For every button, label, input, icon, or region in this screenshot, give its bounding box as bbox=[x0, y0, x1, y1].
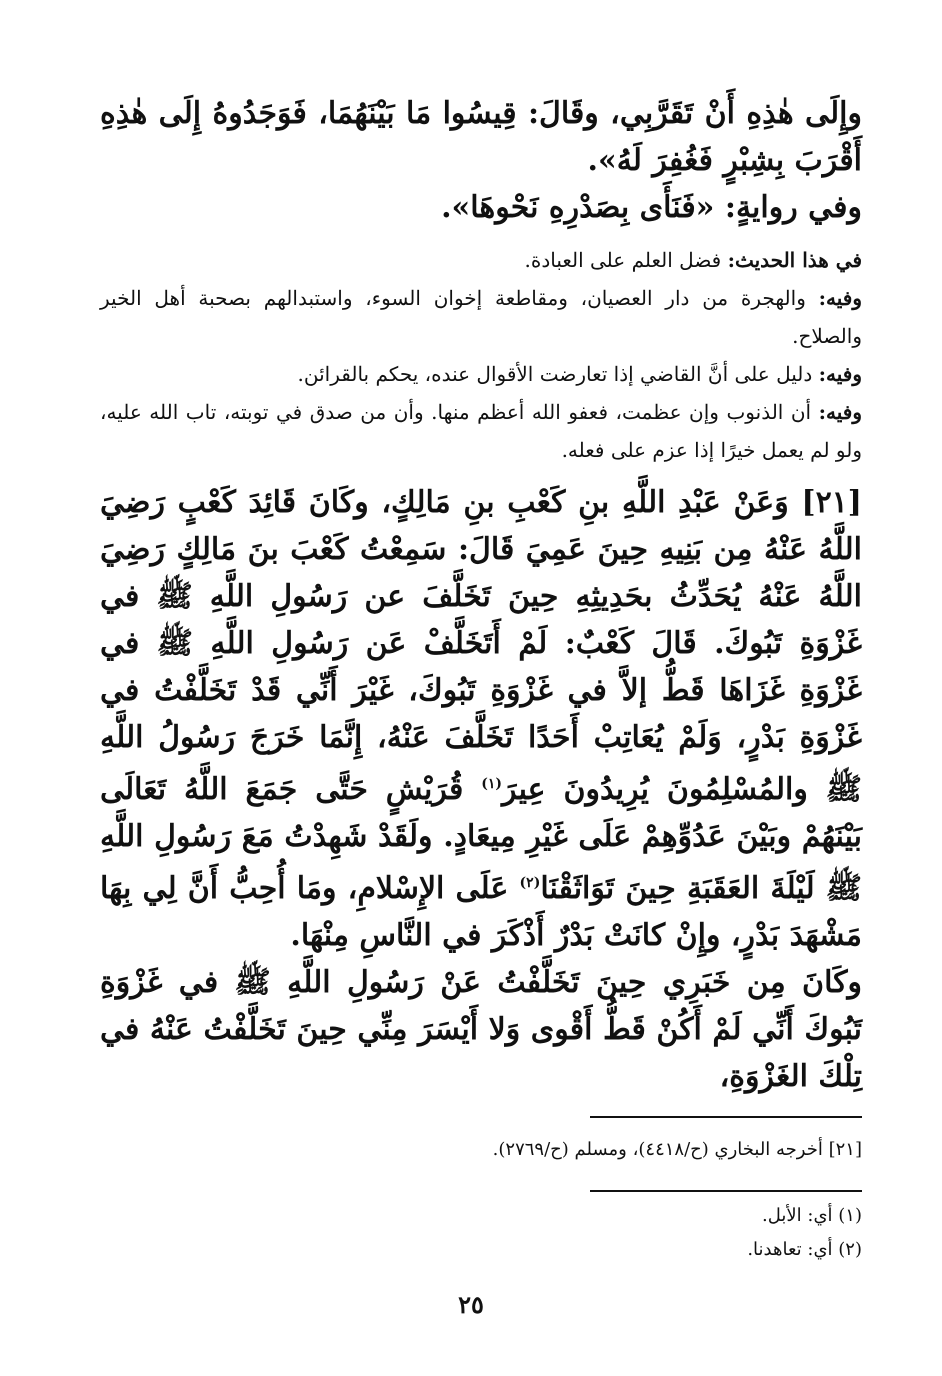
note-2 bbox=[100, 279, 862, 355]
takhrij-note: [٢١] أخرجه البخاري (ح/٤٤١٨)، ومسلم (ح/٢٧٦٩). bbox=[492, 1139, 862, 1160]
note-1-lead: في هذا الحديث: bbox=[727, 248, 862, 272]
note-1-text: فضل العلم على العبادة. bbox=[524, 248, 722, 272]
note-4 bbox=[100, 393, 862, 469]
note-2-text: والهجرة من دار العصيان، ومقاطعة إخوان السوء، واستبدالهم بصحبة أهل الخير والصلاح. bbox=[100, 286, 862, 348]
note-3-lead: وفيه: bbox=[818, 362, 862, 386]
continuation-paragraph: وكَانَ مِن خَبَرِي حِينَ تَخَلَّفْتُ عَنْ رَسُولِ اللَّهِ ﷺ في غَزْوَةِ تَبُوكَ أَنِّي لَمْ أَكُنْ قَطُّ أَقْوى وَلا أَيْسَرَ مِنِّي حِينَ تَخَلَّفْتُ عَنْهُ في تِلْكَ الغَزْوَةِ، bbox=[100, 965, 862, 1094]
note-3 bbox=[100, 355, 862, 393]
footnote-divider bbox=[590, 1116, 862, 1118]
note-4-text: أن الذنوب وإن عظمت، فعفو الله أعظم منها. وأن من صدق في توبته، تاب الله عليه، ولو لم يعمل خيرًا إذا عزم على فعله. bbox=[100, 400, 862, 462]
spacer bbox=[100, 231, 862, 241]
hadith-21-text-part2: قُرَيْشٍ حَتَّى جَمَعَ اللَّهُ تَعَالَى بَيْنَهُمْ وبَيْنَ عَدُوِّهِمْ عَلَى غَيْرِ مِيعَادٍ. ولَقَدْ شَهِدْتُ مَعَ رَسُولِ اللَّهِ ﷺ لَيْلَةَ العَقَبَةِ حِينَ تَوَاثَقْنَا bbox=[100, 772, 862, 906]
footnote-divider bbox=[590, 1190, 862, 1192]
note-1 bbox=[100, 241, 862, 279]
note-4-lead: وفيه: bbox=[818, 400, 863, 424]
hadith-ending-paragraph: وإِلَى هٰذِهِ أَنْ تَقَرَّبِي، وقَالَ: قِيسُوا مَا بَيْنَهُمَا، فَوَجَدُوهُ إِلَى هٰذِهِ أَقْرَبَ بِشِبْرٍ فَغُفِرَ لَهُ». bbox=[100, 96, 862, 178]
spacer bbox=[100, 469, 862, 479]
riwaya-line bbox=[100, 184, 862, 231]
footnote-2: (٢) أي: تعاهدنا. bbox=[747, 1239, 862, 1260]
page-number: ٢٥ bbox=[458, 1290, 484, 1319]
note-3-text: دليل على أنَّ القاضي إذا تعارضت الأقوال عنده، يحكم بالقرائن. bbox=[297, 362, 813, 386]
footnote-ref-2: (٢) bbox=[519, 875, 541, 891]
note-2-lead: وفيه: bbox=[818, 286, 863, 310]
footnote-ref-1: (١) bbox=[481, 776, 503, 792]
riwaya-lead: وفي روايةٍ: bbox=[724, 190, 862, 225]
page-body bbox=[100, 90, 862, 1100]
footnote-1: (١) أي: الأبل. bbox=[762, 1205, 862, 1226]
hadith-21-text-part1: [٢١] وَعَنْ عَبْدِ اللَّهِ بنِ كَعْبِ بنِ مَالِكٍ، وكَانَ قَائِدَ كَعْبٍ رَضِيَ اللَّهُ عَنْهُ مِن بَنِيهِ حِينَ عَمِيَ قَالَ: سَمِعْتُ كَعْبَ بنَ مَالِكٍ رَضِيَ اللَّهُ عَنْهُ يُحَدِّثُ بحَدِيثِهِ حِينَ تَخَلَّفَ عن رَسُولِ اللَّهِ ﷺ في غَزْوَةِ تَبُوكَ. قَالَ كَعْبٌ: لَمْ أَتَخَلَّفْ عَن رَسُولِ اللَّهِ ﷺ في غَزْوَةِ غَزَاهَا قَطُّ إلاَّ في غَزْوَةِ تَبُوكَ، غَيْرَ أَنِّي قَدْ تَخَلَّفْتُ في غَزْوَةِ بَدْرٍ، وَلَمْ يُعَاتِبْ أَحَدًا تَخَلَّفَ عَنْهُ، إِنَّمَا خَرَجَ رَسُولُ اللَّهِ ﷺ والمُسْلِمُونَ يُرِيدُونَ عِيرَ bbox=[100, 485, 862, 807]
hadith-21-text-part3: عَلَى الإِسْلامِ، ومَا أُحِبُّ أَنَّ لِي بِهَا مَشْهَدَ بَدْرٍ، وإِنْ كانَتْ بَدْرٌ أَذْكَرَ في النَّاسِ مِنْهَا. bbox=[100, 871, 862, 953]
hadith-21-paragraph bbox=[100, 479, 862, 959]
riwaya-text: «فَنَأَى بِصَدْرِهِ نَحْوهَا». bbox=[441, 190, 715, 225]
